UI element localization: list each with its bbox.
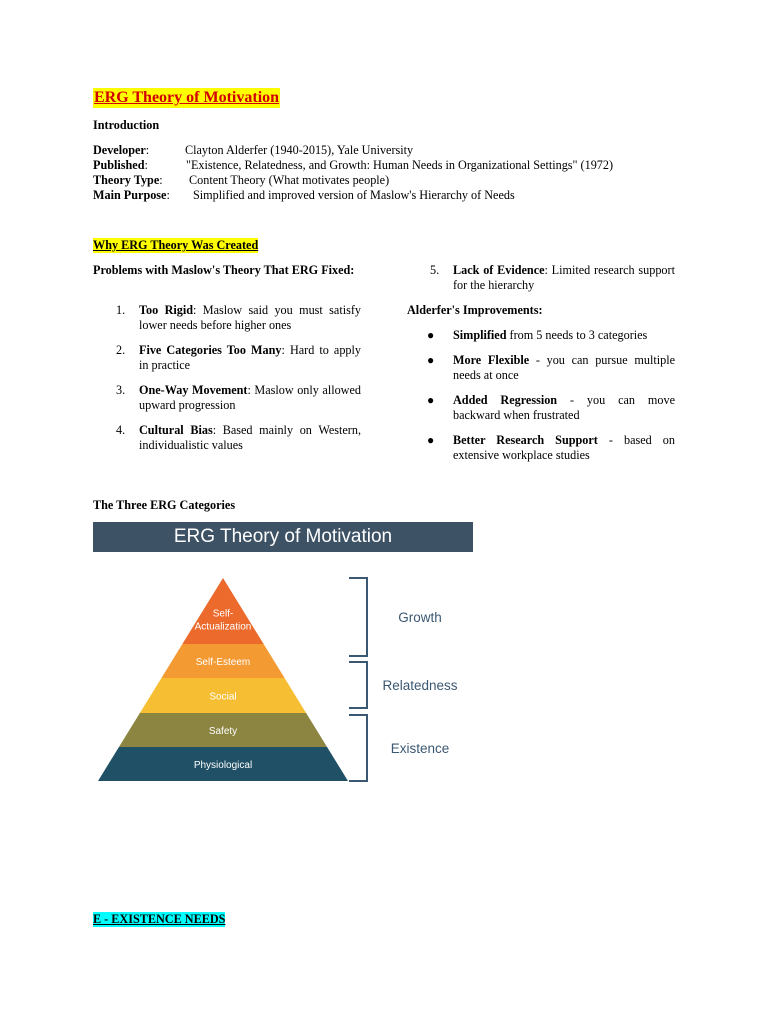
pyramid-level-label: Safety <box>208 726 238 737</box>
item-text: : Maslow only allowed upward progression <box>139 383 361 412</box>
info-value: Simplified and improved version of Maslow's Hierarchy of Needs <box>193 188 515 202</box>
info-value: "Existence, Relatedness, and Growth: Human Needs in Organizational Settings" (1972) <box>186 158 614 172</box>
info-row-main-purpose <box>93 188 515 203</box>
pyramid-level-label: Physiological <box>193 760 253 771</box>
improvement-item <box>427 353 675 383</box>
item-text: from 5 needs to 3 categories <box>506 328 648 342</box>
document-title: ERG Theory of Motivation <box>94 89 280 106</box>
pyramid-level-label: Social <box>209 691 237 703</box>
improvement-item <box>427 328 675 343</box>
item-number: 2. <box>116 343 126 357</box>
bullet-icon: ● <box>427 353 435 367</box>
item-bold: Added Regression <box>453 393 558 407</box>
pyramid-level-label: Actualization <box>194 621 252 633</box>
item-bold: Too Rigid <box>139 303 194 317</box>
why-heading: Why ERG Theory Was Created <box>93 238 259 252</box>
pyramid <box>98 578 348 781</box>
group-label: Growth <box>398 610 442 625</box>
info-row-published <box>93 158 614 173</box>
bullet-icon: ● <box>427 328 435 342</box>
improvements-heading: Alderfer's Improvements: <box>407 303 543 317</box>
item-bold: Simplified <box>453 328 507 342</box>
item-text: : Maslow said you must satisfy lower needs before higher ones <box>139 303 361 332</box>
figure-banner: ERG Theory of Motivation <box>93 522 473 552</box>
item-number: 5. <box>430 263 440 277</box>
group-bracket <box>349 662 367 708</box>
item-number: 3. <box>116 383 126 397</box>
info-label: Published <box>93 158 145 172</box>
group-label: Existence <box>390 741 450 756</box>
info-value: Clayton Alderfer (1940-2015), Yale University <box>185 143 414 157</box>
erg-pyramid-figure <box>93 552 473 787</box>
item-text: - you can pursue multiple needs at once <box>453 353 675 382</box>
item-text: - you can move backward when frustrated <box>453 393 675 422</box>
group-bracket <box>349 715 367 781</box>
info-row-theory-type <box>93 173 390 188</box>
categories-heading: The Three ERG Categories <box>93 498 236 512</box>
item-text: : Limited research support for the hierarchy <box>453 263 675 292</box>
item-bold: Five Categories Too Many <box>139 343 282 357</box>
item-text: : Based mainly on Western, individualistic values <box>139 423 361 452</box>
problem-item <box>116 383 361 413</box>
bullet-icon: ● <box>427 433 435 447</box>
problem-item <box>116 303 361 333</box>
improvement-item <box>427 433 675 463</box>
item-bold: More Flexible <box>453 353 530 367</box>
item-text: - based on extensive workplace studies <box>453 433 675 462</box>
item-bold: One-Way Movement <box>139 383 248 397</box>
problem-item <box>430 263 675 293</box>
pyramid-level-label: Self-Esteem <box>195 657 251 668</box>
item-text: : Hard to apply in practice <box>139 343 361 372</box>
improvement-item <box>427 393 675 423</box>
item-bold: Better Research Support <box>453 433 598 447</box>
problem-item <box>116 423 361 453</box>
info-sep: : <box>145 143 150 157</box>
existence-needs-heading: E - EXISTENCE NEEDS <box>93 912 226 926</box>
item-bold: Cultural Bias <box>139 423 213 437</box>
problem-item <box>116 343 361 373</box>
bullet-icon: ● <box>427 393 435 407</box>
info-sep: : <box>166 188 170 202</box>
item-bold: Lack of Evidence <box>453 263 545 277</box>
introduction-heading: Introduction <box>93 118 160 132</box>
info-sep: : <box>144 158 148 172</box>
group-brackets <box>349 578 458 781</box>
item-number: 4. <box>116 423 126 437</box>
info-value: Content Theory (What motivates people) <box>189 173 390 187</box>
item-number: 1. <box>116 303 126 317</box>
info-row-developer <box>93 143 414 158</box>
group-bracket <box>349 578 367 656</box>
info-label: Developer <box>93 143 146 157</box>
info-label: Main Purpose <box>93 188 167 202</box>
pyramid-level-label: Self- <box>212 608 234 620</box>
info-sep: : <box>159 173 163 187</box>
problems-heading: Problems with Maslow's Theory That ERG Fixed: <box>93 263 355 277</box>
group-label: Relatedness <box>382 678 458 693</box>
info-label: Theory Type <box>93 173 160 187</box>
